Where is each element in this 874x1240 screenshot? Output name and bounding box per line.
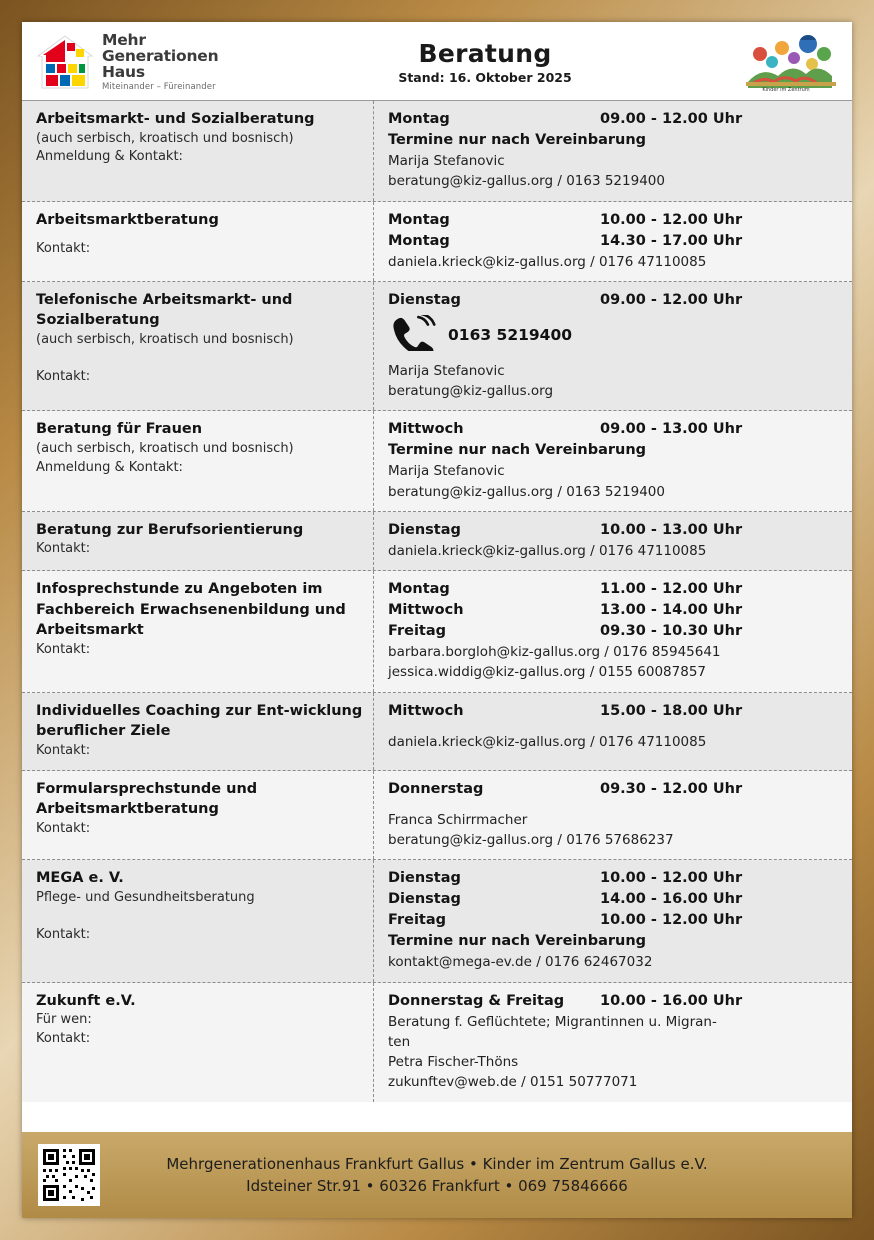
- table-row: [22, 101, 852, 202]
- time-slot: [388, 910, 840, 931]
- consultation-schedule-table: [22, 100, 852, 1132]
- row-service: [22, 101, 374, 201]
- service-title: MEGA e. V.: [36, 870, 124, 887]
- time-slot: [388, 621, 840, 642]
- spacer: [36, 230, 363, 240]
- phone-ringing-icon: [388, 315, 436, 355]
- row-details: [374, 860, 852, 981]
- slot-time: 14.30 - 17.00 Uhr: [600, 232, 743, 249]
- contact-person: Marija Stefanovic: [388, 362, 505, 379]
- contact-details[interactable]: beratung@kiz-gallus.org / 0163 5219400: [388, 173, 665, 190]
- slot-time: 10.00 - 16.00 Uhr: [600, 992, 743, 1009]
- contact-details[interactable]: barbara.borgloh@kiz-gallus.org / 0176 85945641: [388, 644, 721, 661]
- slot-day: Donnerstag: [388, 780, 484, 797]
- svg-text:Kinder im Zentrum: Kinder im Zentrum: [762, 87, 810, 92]
- slot-day: Montag: [388, 232, 450, 249]
- table-row: [22, 693, 852, 771]
- contact-person: Petra Fischer-Thöns: [388, 1054, 519, 1071]
- logo-line-1: Mehr: [102, 30, 146, 49]
- target-group-line-2: ten: [388, 1033, 411, 1050]
- logo-wordmark: [102, 32, 218, 92]
- slot-time: 09.00 - 13.00 Uhr: [600, 421, 743, 438]
- slot-day: Mittwoch: [388, 702, 464, 719]
- row-details: [374, 693, 852, 770]
- footer-line-2: Idsteiner Str.91 • 60326 Frankfurt • 069 75846666: [246, 1177, 628, 1195]
- contact-label: Kontakt:: [36, 820, 91, 836]
- slot-time: 11.00 - 12.00 Uhr: [600, 581, 743, 598]
- spacer: [388, 800, 840, 810]
- time-slot: [388, 600, 840, 621]
- slot-day: Montag: [388, 211, 450, 228]
- footer-address: [100, 1153, 836, 1198]
- slot-time: 15.00 - 18.00 Uhr: [600, 702, 743, 719]
- time-slot: [388, 520, 840, 541]
- row-details: [374, 512, 852, 570]
- time-slot: [388, 868, 840, 889]
- row-service: [22, 512, 374, 570]
- phone-number[interactable]: 0163 5219400: [448, 325, 573, 344]
- slot-day: Freitag: [388, 623, 447, 640]
- page-title: Beratung: [418, 39, 552, 68]
- service-note: Pflege- und Gesundheitsberatung: [36, 889, 255, 905]
- contact-label: Kontakt:: [36, 742, 91, 758]
- contact-label: Kontakt:: [36, 368, 91, 384]
- service-title: Infosprechstunde zu Angeboten im Fachbereich Erwachsenenbildung und Arbeitsmarkt: [36, 581, 346, 639]
- slot-time: 09.00 - 12.00 Uhr: [600, 111, 743, 127]
- contact-details[interactable]: daniela.krieck@kiz-gallus.org / 0176 47110085: [388, 733, 707, 750]
- row-details: [374, 101, 852, 201]
- slot-day: Montag: [388, 581, 450, 598]
- row-service: [22, 771, 374, 860]
- mgh-logo: [36, 32, 246, 92]
- time-slot: [388, 991, 840, 1012]
- contact-details[interactable]: zukunftev@web.de / 0151 50777071: [388, 1074, 638, 1091]
- service-title: Zukunft e.V.: [36, 992, 136, 1009]
- table-row: [22, 983, 852, 1102]
- slot-day: Dienstag: [388, 870, 461, 887]
- slot-time: 10.00 - 12.00 Uhr: [600, 211, 743, 228]
- contact-details[interactable]: daniela.krieck@kiz-gallus.org / 0176 47110085: [388, 542, 707, 559]
- row-service: [22, 571, 374, 692]
- row-details: [374, 282, 852, 411]
- contact-details[interactable]: beratung@kiz-gallus.org: [388, 383, 554, 400]
- slot-time: 10.00 - 12.00 Uhr: [600, 912, 743, 929]
- spacer: [36, 350, 363, 368]
- table-row: [22, 282, 852, 412]
- slot-day: Dienstag: [388, 891, 461, 908]
- footer-line-1: Mehrgenerationenhaus Frankfurt Gallus • Kinder im Zentrum Gallus e.V.: [166, 1154, 708, 1173]
- service-title: Formularsprechstunde und Arbeitsmarktberatung: [36, 780, 258, 818]
- people-illustration-icon: [724, 32, 842, 92]
- contact-details[interactable]: jessica.widdig@kiz-gallus.org / 0155 60087857: [388, 664, 706, 681]
- service-title: Individuelles Coaching zur Ent-wicklung beruflicher Ziele: [36, 702, 363, 740]
- qr-code-icon[interactable]: [38, 1144, 100, 1206]
- contact-label: Anmeldung & Kontakt:: [36, 149, 183, 165]
- slot-day: Mittwoch: [388, 602, 464, 619]
- phone-callout: [388, 315, 840, 355]
- row-service: [22, 860, 374, 981]
- page-header: [22, 22, 852, 100]
- service-note: (auch serbisch, kroatisch und bosnisch): [36, 331, 294, 347]
- service-note: Für wen:: [36, 1012, 92, 1028]
- time-slot: [388, 889, 840, 910]
- target-group-line-1: Beratung f. Geflüchtete; Migrantinnen u. Migran-: [388, 1013, 717, 1030]
- mehrgenerationenhaus-logo-icon: [36, 34, 94, 90]
- slot-day: Dienstag: [388, 291, 461, 308]
- table-row: [22, 860, 852, 982]
- row-details: [374, 571, 852, 692]
- logo-line-2: Generationen: [102, 47, 219, 66]
- slot-time: 13.00 - 14.00 Uhr: [600, 602, 743, 619]
- service-title: Arbeitsmarkt- und Sozialberatung: [36, 111, 315, 127]
- slot-day: Montag: [388, 111, 450, 127]
- slot-time: 09.30 - 12.00 Uhr: [600, 780, 743, 797]
- spacer: [388, 722, 840, 732]
- row-service: [22, 202, 374, 281]
- appointment-note: Termine nur nach Vereinbarung: [388, 132, 647, 149]
- row-service: [22, 983, 374, 1102]
- service-title: Beratung zur Berufsorientierung: [36, 521, 304, 538]
- slot-time: 10.00 - 12.00 Uhr: [600, 870, 743, 887]
- slot-time: 09.30 - 10.30 Uhr: [600, 623, 743, 640]
- time-slot: [388, 701, 840, 722]
- row-service: [22, 282, 374, 411]
- table-row: [22, 202, 852, 282]
- row-details: [374, 983, 852, 1102]
- contact-label: Anmeldung & Kontakt:: [36, 459, 183, 475]
- slot-day: Freitag: [388, 912, 447, 929]
- service-note: (auch serbisch, kroatisch und bosnisch): [36, 130, 294, 146]
- table-row: [22, 512, 852, 571]
- time-slot: [388, 231, 840, 252]
- contact-person: Franca Schirrmacher: [388, 811, 528, 828]
- contact-details[interactable]: beratung@kiz-gallus.org / 0176 57686237: [388, 831, 674, 848]
- appointment-note: Termine nur nach Vereinbarung: [388, 933, 647, 950]
- row-details: [374, 411, 852, 511]
- slot-time: 14.00 - 16.00 Uhr: [600, 891, 743, 908]
- slot-day: Donnerstag & Freitag: [388, 992, 565, 1009]
- time-slot: [388, 419, 840, 440]
- contact-person: Marija Stefanovic: [388, 463, 505, 480]
- table-row: [22, 771, 852, 861]
- spacer: [36, 908, 363, 926]
- table-row: [22, 411, 852, 512]
- row-details: [374, 771, 852, 860]
- time-slot: [388, 109, 840, 130]
- service-note: (auch serbisch, kroatisch und bosnisch): [36, 440, 294, 456]
- title-block: [246, 39, 724, 85]
- contact-details[interactable]: daniela.krieck@kiz-gallus.org / 0176 47110085: [388, 253, 707, 270]
- slot-time: 10.00 - 13.00 Uhr: [600, 521, 743, 538]
- time-slot: [388, 290, 840, 311]
- contact-label: Kontakt:: [36, 241, 91, 257]
- contact-details[interactable]: kontakt@mega-ev.de / 0176 62467032: [388, 954, 653, 971]
- service-title: Telefonische Arbeitsmarkt- und Sozialberatung: [36, 291, 293, 329]
- contact-label: Kontakt:: [36, 1030, 91, 1046]
- service-title: Beratung für Frauen: [36, 421, 203, 438]
- time-slot: [388, 579, 840, 600]
- row-service: [22, 411, 374, 511]
- page-footer: [22, 1132, 852, 1218]
- flyer-page: [22, 22, 852, 1218]
- time-slot: [388, 210, 840, 231]
- contact-details[interactable]: beratung@kiz-gallus.org / 0163 5219400: [388, 483, 665, 500]
- row-details: [374, 202, 852, 281]
- contact-label: Kontakt:: [36, 926, 91, 942]
- page-subtitle: Stand: 16. Oktober 2025: [398, 70, 572, 85]
- slot-day: Mittwoch: [388, 421, 464, 438]
- slot-day: Dienstag: [388, 521, 461, 538]
- contact-person: Marija Stefanovic: [388, 153, 505, 170]
- table-row: [22, 571, 852, 693]
- appointment-note: Termine nur nach Vereinbarung: [388, 442, 647, 459]
- contact-label: Kontakt:: [36, 541, 91, 557]
- slot-time: 09.00 - 12.00 Uhr: [600, 291, 743, 308]
- contact-label: Kontakt:: [36, 641, 91, 657]
- time-slot: [388, 779, 840, 800]
- service-title: Arbeitsmarktberatung: [36, 211, 219, 228]
- row-service: [22, 693, 374, 770]
- logo-tagline: Miteinander – Füreinander: [102, 82, 216, 93]
- logo-line-3: Haus: [102, 63, 145, 82]
